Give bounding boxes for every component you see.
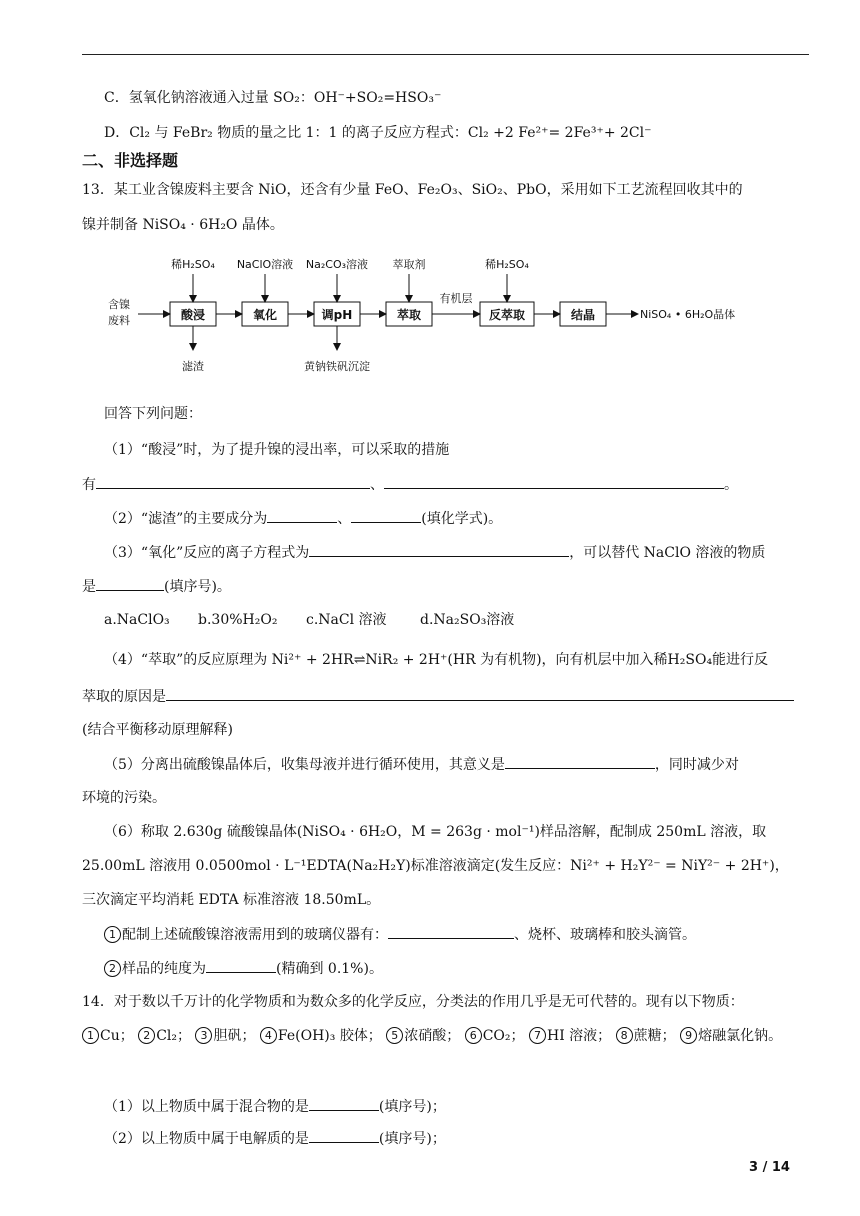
- flow-reagent-1: 稀H₂SO₄: [171, 258, 215, 271]
- answer-blank-3b[interactable]: [96, 576, 164, 591]
- q13-part3-line1: （3）“氧化”反应的离子方程式为 ，可以替代 NaClO 溶液的物质: [104, 542, 765, 563]
- circled-number: 4: [260, 1027, 277, 1044]
- header-rule: [82, 54, 809, 55]
- q13-sub1: 1 配制上述硫酸镍溶液需用到的玻璃仪器有： 、烧杯、玻璃棒和胶头滴管。: [104, 924, 696, 945]
- answer-blank-1b[interactable]: [384, 474, 724, 489]
- flow-product-label: NiSO₄ • 6H₂O晶体: [640, 308, 736, 321]
- circled-number: 2: [138, 1027, 155, 1044]
- q13-part1-line1: （1）“酸浸”时，为了提升镍的浸出率，可以采取的措施: [104, 442, 450, 458]
- q13-part6-line2: 25.00mL 溶液用 0.0500mol · L⁻¹EDTA(Na₂H₂Y)标准溶液滴定(发生反应：Ni²⁺ + H₂Y²⁻ = NiY²⁻ + 2H⁺)，: [82, 858, 789, 874]
- process-flow-diagram: [104, 250, 784, 380]
- q14-part1: （1）以上物质中属于混合物的是 (填序号)；: [104, 1096, 446, 1117]
- circled-number: 1: [82, 1027, 99, 1044]
- q13-sub2: 2 样品的纯度为 (精确到 0.1%)。: [104, 958, 383, 979]
- flow-organic-layer-label: 有机层: [439, 292, 473, 305]
- q13-choice-c: c.NaCl 溶液: [306, 612, 387, 628]
- answer-blank-14-1[interactable]: [309, 1096, 379, 1111]
- circled-number: 3: [195, 1027, 212, 1044]
- q14-part2: （2）以上物质中属于电解质的是 (填序号)；: [104, 1128, 446, 1149]
- flow-byproduct-residue: 滤渣: [182, 360, 204, 373]
- q13-part1-line2: 有 、 。: [82, 474, 738, 495]
- answer-blank-6a[interactable]: [388, 924, 514, 939]
- q13-choice-a: a.NaClO₃: [104, 612, 170, 628]
- flow-reagent-2: NaClO溶液: [236, 258, 294, 271]
- flow-reagent-4: 萃取剂: [392, 258, 426, 271]
- q13-part6-line1: （6）称取 2.630g 硫酸镍晶体(NiSO₄ · 6H₂O，M = 263g · mol⁻¹)样品溶解，配制成 250mL 溶液，取: [104, 824, 767, 840]
- q13-choice-b: b.30%H₂O₂: [198, 612, 278, 628]
- page-number: 3 / 14: [749, 1160, 790, 1175]
- flow-input-line2: 废料: [108, 314, 130, 327]
- circled-number-1: 1: [104, 926, 121, 943]
- answer-blank-4[interactable]: [166, 686, 794, 701]
- q13-part4-line1: （4）“萃取”的反应原理为 Ni²⁺ + 2HR⇌NiR₂ + 2H⁺(HR 为有机物)，向有机层中加入稀H₂SO₄能进行反: [104, 652, 769, 668]
- q13-part5-line2: 环境的污染。: [82, 790, 166, 806]
- q13-stem-line2: 镍并制备 NiSO₄ · 6H₂O 晶体。: [82, 217, 284, 233]
- flow-reagent-5: 稀H₂SO₄: [485, 258, 529, 271]
- flow-byproduct-jarosite: 黄钠铁矾沉淀: [304, 360, 370, 373]
- circled-number: 6: [465, 1027, 482, 1044]
- circled-number: 5: [386, 1027, 403, 1044]
- flow-box-crystallization-label: 结晶: [570, 308, 596, 322]
- q13-stem-line1: 13．某工业含镍废料主要含 NiO，还含有少量 FeO、Fe₂O₃、SiO₂、PbO，采用如下工艺流程回收其中的: [82, 182, 743, 198]
- flow-box-acid-leach-label: 酸浸: [180, 308, 206, 322]
- q13-part4-line2: 萃取的原因是: [82, 686, 794, 707]
- flow-box-back-extraction-label: 反萃取: [488, 308, 526, 322]
- answer-blank-14-2[interactable]: [309, 1128, 379, 1143]
- q13-part2: （2）“滤渣”的主要成分为 、 (填化学式)。: [104, 508, 502, 529]
- circled-number: 8: [616, 1027, 633, 1044]
- option-d: D．Cl₂ 与 FeBr₂ 物质的量之比 1：1 的离子反应方程式：Cl₂ +2 Fe²⁺= 2Fe³⁺+ 2Cl⁻: [104, 125, 652, 141]
- q14-stem-line1: 14．对于数以千万计的化学物质和为数众多的化学反应，分类法的作用几乎是无可代替的。现有以下物质：: [82, 994, 744, 1010]
- flow-reagent-3: Na₂CO₃溶液: [305, 258, 369, 271]
- flow-box-oxidation-label: 氧化: [252, 308, 278, 322]
- circled-number-2: 2: [104, 960, 121, 977]
- answer-blank-3a[interactable]: [309, 542, 569, 557]
- section-title: 二、非选择题: [82, 151, 179, 170]
- answer-intro: 回答下列问题：: [104, 406, 202, 422]
- flow-box-extraction-label: 萃取: [396, 308, 422, 322]
- q13-part4-line3: (结合平衡移动原理解释): [82, 722, 233, 738]
- option-c: C．氢氧化钠溶液通入过量 SO₂：OH⁻+SO₂=HSO₃⁻: [104, 90, 442, 106]
- answer-blank-2a[interactable]: [267, 508, 337, 523]
- circled-number: 7: [529, 1027, 546, 1044]
- answer-blank-1a[interactable]: [96, 474, 370, 489]
- circled-number: 9: [680, 1027, 697, 1044]
- q13-part6-line3: 三次滴定平均消耗 EDTA 标准溶液 18.50mL。: [82, 892, 381, 908]
- flow-box-adjust-ph-label: 调pH: [321, 308, 353, 322]
- flow-input-line1: 含镍: [108, 298, 130, 311]
- answer-blank-2b[interactable]: [351, 508, 421, 523]
- q13-part5-line1: （5）分离出硫酸镍晶体后，收集母液并进行循环使用，其意义是 ，同时减少对: [104, 754, 739, 775]
- q13-choice-d: d.Na₂SO₃溶液: [420, 612, 515, 628]
- answer-blank-6b[interactable]: [206, 958, 276, 973]
- q14-substance-list: 1 Cu； 2 Cl₂； 3 胆矾； 4 Fe(OH)₃ 胶体； 5 浓硝酸； 6 CO₂； 7 HI 溶液； 8 蔗糖； 9 熔融氯化钠。: [82, 1026, 782, 1046]
- answer-blank-5[interactable]: [505, 754, 655, 769]
- q13-part3-line2: 是 (填序号)。: [82, 576, 231, 597]
